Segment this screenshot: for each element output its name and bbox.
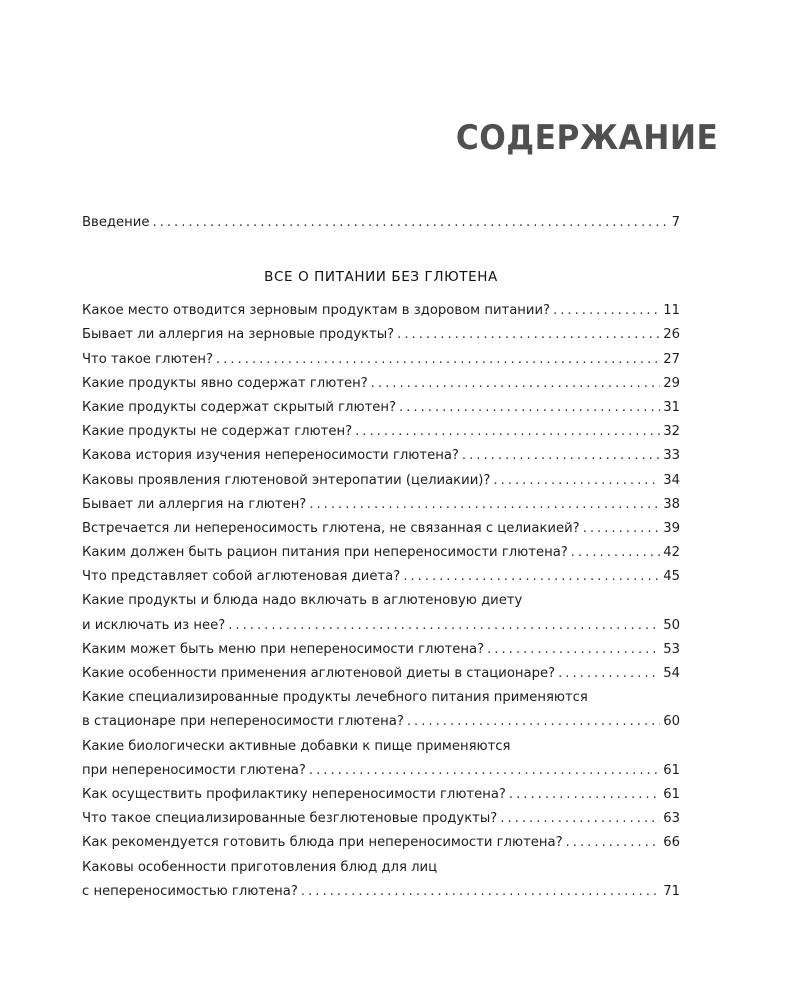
toc-dot-leader — [397, 323, 660, 347]
toc-page-number: 71 — [663, 883, 680, 899]
toc-page-number: 31 — [663, 399, 680, 415]
toc-page-number: 66 — [663, 835, 680, 851]
toc-entry-row — [82, 759, 680, 783]
toc-page-number: 61 — [663, 786, 680, 802]
toc-dot-leader — [566, 831, 661, 855]
toc-entry[interactable] — [82, 541, 680, 565]
toc-entry-row — [82, 565, 680, 589]
toc-entry[interactable] — [82, 420, 680, 444]
toc-entry-text-line1: Каковы особенности приготовления блюд для лиц — [82, 859, 438, 875]
toc-dot-leader — [403, 565, 660, 589]
toc-page-number: 33 — [663, 448, 680, 464]
toc-entry[interactable] — [82, 856, 680, 904]
toc-page-number: 53 — [663, 641, 680, 657]
toc-page-number: 34 — [663, 472, 680, 488]
toc-entry-list — [82, 299, 680, 904]
toc-entry-text: Бывает ли аллергия на глютен? — [82, 496, 307, 512]
toc-entry[interactable] — [82, 469, 680, 493]
toc-entry-text-line1: Какие продукты и блюда надо включать в аглютеновую диету — [82, 593, 523, 609]
toc-entry-text: Как рекомендуется готовить блюда при непереносимости глютена? — [82, 835, 563, 851]
toc-page-number: 38 — [663, 496, 680, 512]
toc-entry[interactable] — [82, 662, 680, 686]
toc-entry-row — [82, 662, 680, 686]
toc-entry-text-line1: Какие специализированные продукты лечебного питания применяются — [82, 690, 588, 706]
toc-entry-text: Какие продукты содержат скрытый глютен? — [82, 399, 397, 415]
toc-entry-text: Какова история изучения непереносимости глютена? — [82, 448, 459, 464]
toc-page-number: 26 — [663, 327, 680, 343]
toc-entry-row — [82, 299, 680, 323]
toc-entry-text: Что представляет собой аглютеновая диета? — [82, 569, 401, 585]
toc-entry-row — [82, 517, 680, 541]
toc-entry-text: Какие особенности применения аглютеновой диеты в стационаре? — [82, 666, 556, 681]
toc-dot-leader — [553, 299, 660, 323]
toc-entry[interactable] — [82, 783, 680, 807]
toc-entry-text: Введение — [82, 215, 150, 230]
toc-dot-leader — [500, 807, 660, 831]
toc-page-number: 60 — [663, 714, 680, 730]
toc-entry-row — [82, 396, 680, 420]
toc-entry[interactable] — [82, 396, 680, 420]
toc-entry-text: Что такое глютен? — [82, 351, 213, 367]
toc-entry-intro[interactable] — [82, 211, 680, 235]
toc-entry-row — [82, 323, 680, 347]
toc-entry[interactable] — [82, 517, 680, 541]
toc-page-number: 50 — [663, 617, 680, 633]
toc-dot-leader — [462, 444, 660, 468]
toc-entry-row — [82, 493, 680, 517]
toc-entry-text: и исключать из нее? — [82, 617, 226, 633]
toc-dot-leader — [216, 348, 660, 372]
toc-entry-row — [82, 469, 680, 493]
toc-entry-row — [82, 807, 680, 831]
toc-dot-leader — [355, 420, 660, 444]
toc-entry-text: Каким может быть меню при непереносимости глютена? — [82, 641, 485, 657]
toc-entry[interactable] — [82, 348, 680, 372]
toc-entry-text: Какие продукты не содержат глютен? — [82, 424, 353, 440]
toc-entry[interactable] — [82, 372, 680, 396]
toc-entry[interactable] — [82, 444, 680, 468]
toc-dot-leader — [571, 541, 660, 565]
toc-dot-leader — [407, 710, 660, 734]
toc-entry-row — [82, 783, 680, 807]
toc-entry-text: Какое место отводится зерновым продуктам в здоровом питании? — [82, 303, 551, 319]
toc-entry[interactable] — [82, 323, 680, 347]
toc-entry-text: Бывает ли аллергия на зерновые продукты? — [82, 327, 395, 343]
toc-dot-leader — [487, 638, 660, 662]
toc-dot-leader — [558, 662, 660, 686]
section-heading: ВСЕ О ПИТАНИИ БЕЗ ГЛЮТЕНА — [264, 269, 498, 286]
toc-dot-leader — [371, 372, 660, 396]
toc-page-number: 32 — [663, 424, 680, 440]
toc-page-number: 29 — [663, 375, 680, 391]
toc-entry[interactable] — [82, 493, 680, 517]
toc-entry-text: Как осуществить профилактику непереносимости глютена? — [82, 786, 506, 802]
toc-entry-text: Что такое специализированные безглютеновые продукты? — [82, 811, 498, 827]
toc-dot-leader — [309, 759, 660, 783]
toc-page-number: 45 — [663, 569, 680, 585]
toc-dot-leader — [309, 493, 660, 517]
toc-entry-text: с непереносимостью глютена? — [82, 883, 298, 899]
toc-entry-row — [82, 880, 680, 904]
toc-entry[interactable] — [82, 565, 680, 589]
toc-dot-leader — [228, 614, 660, 638]
toc-page-number: 27 — [663, 351, 680, 367]
toc-page-number: 54 — [663, 666, 680, 681]
toc-entry-text: при непереносимости глютена? — [82, 762, 306, 778]
toc-entry[interactable] — [82, 686, 680, 734]
toc-entry[interactable] — [82, 589, 680, 637]
toc-page-number: 11 — [663, 303, 680, 319]
page-title: СОДЕРЖАНИЕ — [455, 118, 718, 158]
toc-entry-text: Встречается ли непереносимость глютена, не связанная с целиакией? — [82, 520, 580, 536]
toc-entry[interactable] — [82, 638, 680, 662]
toc-entry[interactable] — [82, 299, 680, 323]
toc-page-number: 42 — [663, 545, 680, 561]
toc-dot-leader — [509, 783, 660, 807]
toc-entry-text: Какие продукты явно содержат глютен? — [82, 375, 368, 391]
table-of-contents — [82, 211, 680, 904]
toc-entry-text: в стационаре при непереносимости глютена? — [82, 714, 404, 730]
toc-dot-leader — [301, 880, 660, 904]
toc-entry-row — [82, 420, 680, 444]
toc-entry-row — [82, 831, 680, 855]
toc-page-number: 7 — [671, 215, 680, 230]
toc-entry-row — [82, 372, 680, 396]
toc-entry-row — [82, 710, 680, 734]
toc-page-number: 61 — [663, 762, 680, 778]
toc-entry[interactable] — [82, 831, 680, 855]
toc-entry-row — [82, 541, 680, 565]
toc-entry-row — [82, 348, 680, 372]
toc-dot-leader — [583, 517, 661, 541]
toc-entry-text: Каким должен быть рацион питания при непереносимости глютена? — [82, 545, 568, 561]
toc-entry-text: Каковы проявления глютеновой энтеропатии (целиакии)? — [82, 472, 491, 488]
toc-entry-text-line1: Какие биологически активные добавки к пище применяются — [82, 738, 511, 754]
toc-dot-leader — [493, 469, 660, 493]
toc-page-number: 63 — [663, 811, 680, 827]
toc-page-number: 39 — [663, 520, 680, 536]
toc-entry-row — [82, 614, 680, 638]
toc-dot-leader — [152, 211, 668, 235]
toc-entry[interactable] — [82, 807, 680, 831]
toc-entry-row — [82, 638, 680, 662]
toc-entry[interactable] — [82, 735, 680, 783]
toc-dot-leader — [399, 396, 660, 420]
toc-entry-row — [82, 444, 680, 468]
